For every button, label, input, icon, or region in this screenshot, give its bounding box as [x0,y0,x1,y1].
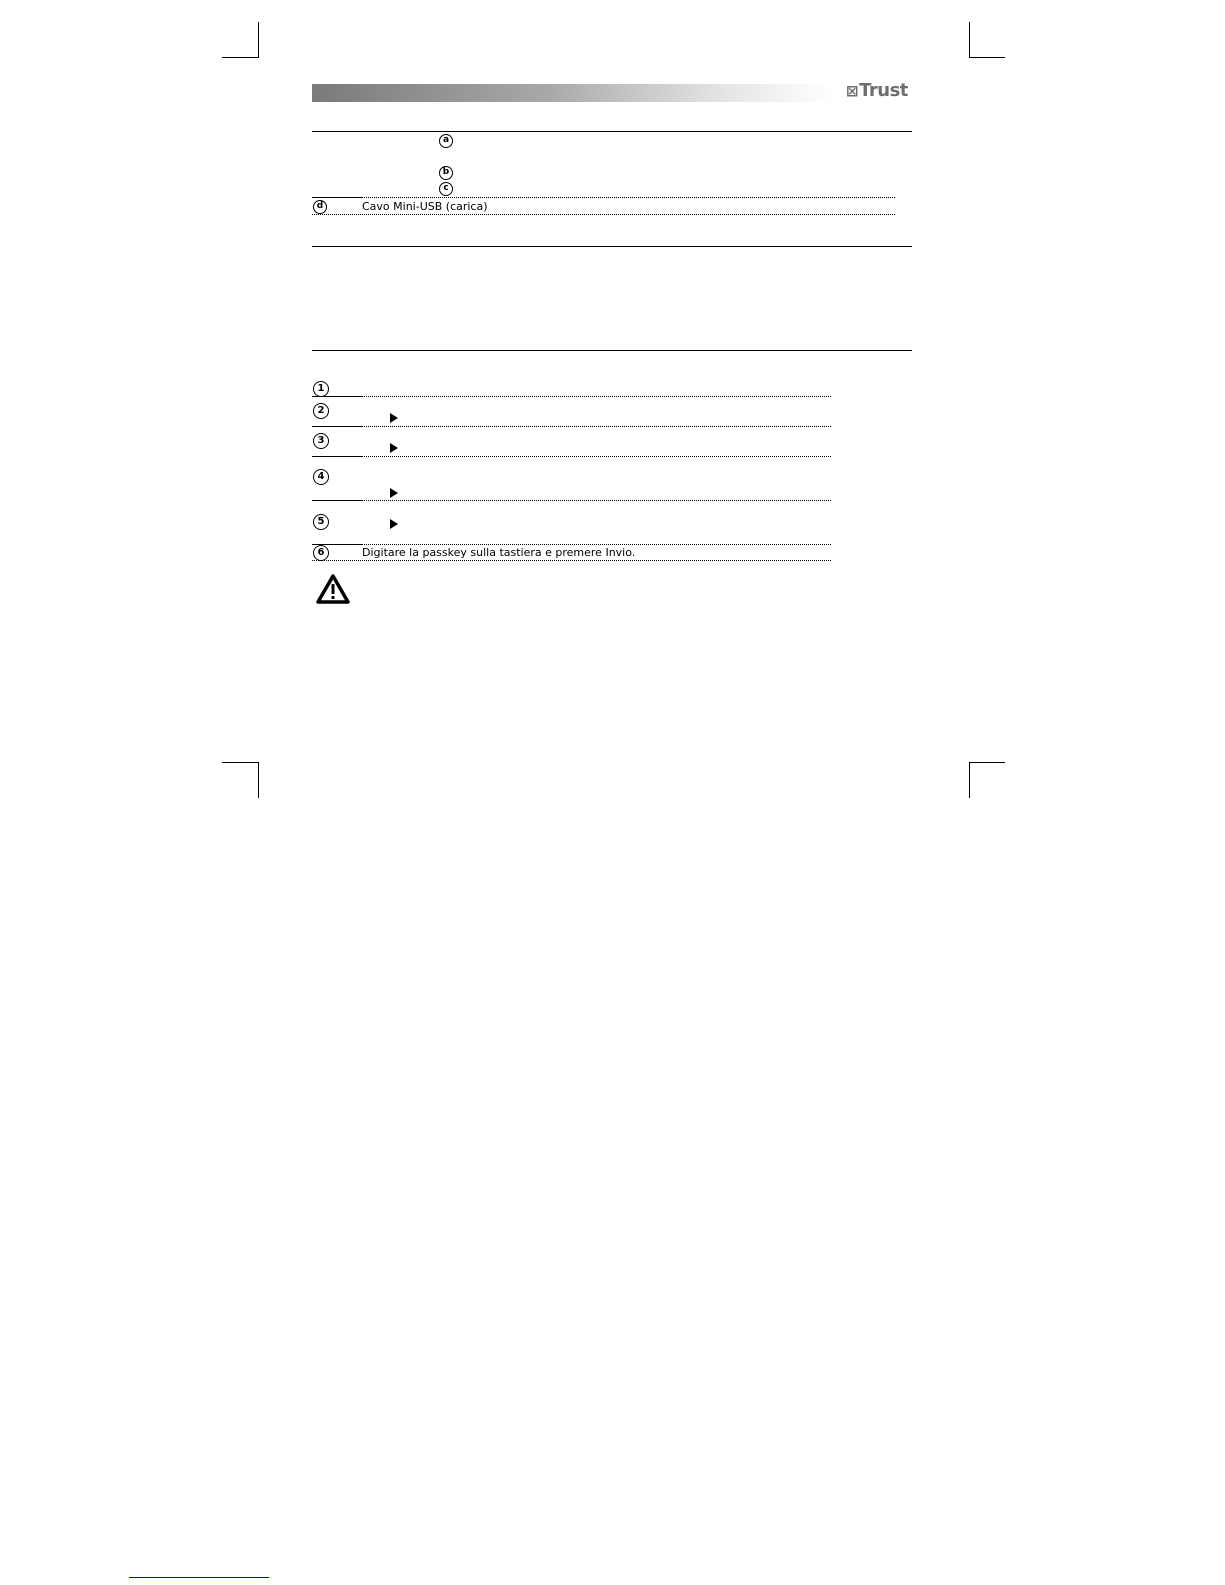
warning-triangle-icon [316,574,350,604]
section-rule-3 [312,350,912,351]
step-divider-5 [362,544,831,545]
part-marker-a: a [439,134,453,148]
crop-mark-bottom-right-h [969,762,1005,763]
step-divider-4-solid [312,500,362,501]
play-arrow-icon [390,413,398,423]
parts-divider-1 [362,197,895,198]
step-number-4: 4 [313,469,329,485]
parts-divider-2 [312,214,895,215]
crop-mark-top-left-v [258,22,259,58]
crop-mark-bottom-right-v [969,762,970,798]
step-number-6: 6 [313,545,329,561]
step-number-2: 2 [313,403,329,419]
step-divider-6 [312,560,831,561]
part-label-d: Cavo Mini-USB (carica) [362,200,488,213]
step-divider-2 [362,426,831,427]
play-arrow-icon [390,519,398,529]
play-arrow-icon [390,488,398,498]
step-divider-3-solid [312,456,362,457]
section-rule-parts-top [312,131,912,132]
part-marker-d: d [313,200,327,214]
crop-mark-top-right-v [969,22,970,58]
step-divider-1 [362,396,831,397]
brand-logo [846,80,908,102]
step-divider-2-solid [312,426,362,427]
crop-mark-bottom-left-v [258,762,259,798]
footer-link-underline[interactable] [129,1577,269,1578]
step-divider-1-solid [312,396,362,397]
step-number-5: 5 [313,514,329,530]
section-rule-2 [312,246,912,247]
part-marker-b: b [439,166,453,180]
step-number-3: 3 [313,433,329,449]
crop-mark-bottom-left-h [222,762,258,763]
crop-mark-top-right-h [969,57,1005,58]
step-text-6: Digitare la passkey sulla tastiera e premere Invio. [362,546,636,559]
brand-mark-icon: ⊠ [846,82,859,100]
play-arrow-icon [390,443,398,453]
crop-mark-top-left-h [222,57,258,58]
part-marker-c: c [439,182,453,196]
header-gradient-bar [312,84,832,102]
step-number-1: 1 [313,381,329,397]
step-divider-4 [362,500,831,501]
brand-name: Trust [859,80,908,101]
step-divider-3 [362,456,831,457]
parts-divider-1-solid [312,197,362,198]
